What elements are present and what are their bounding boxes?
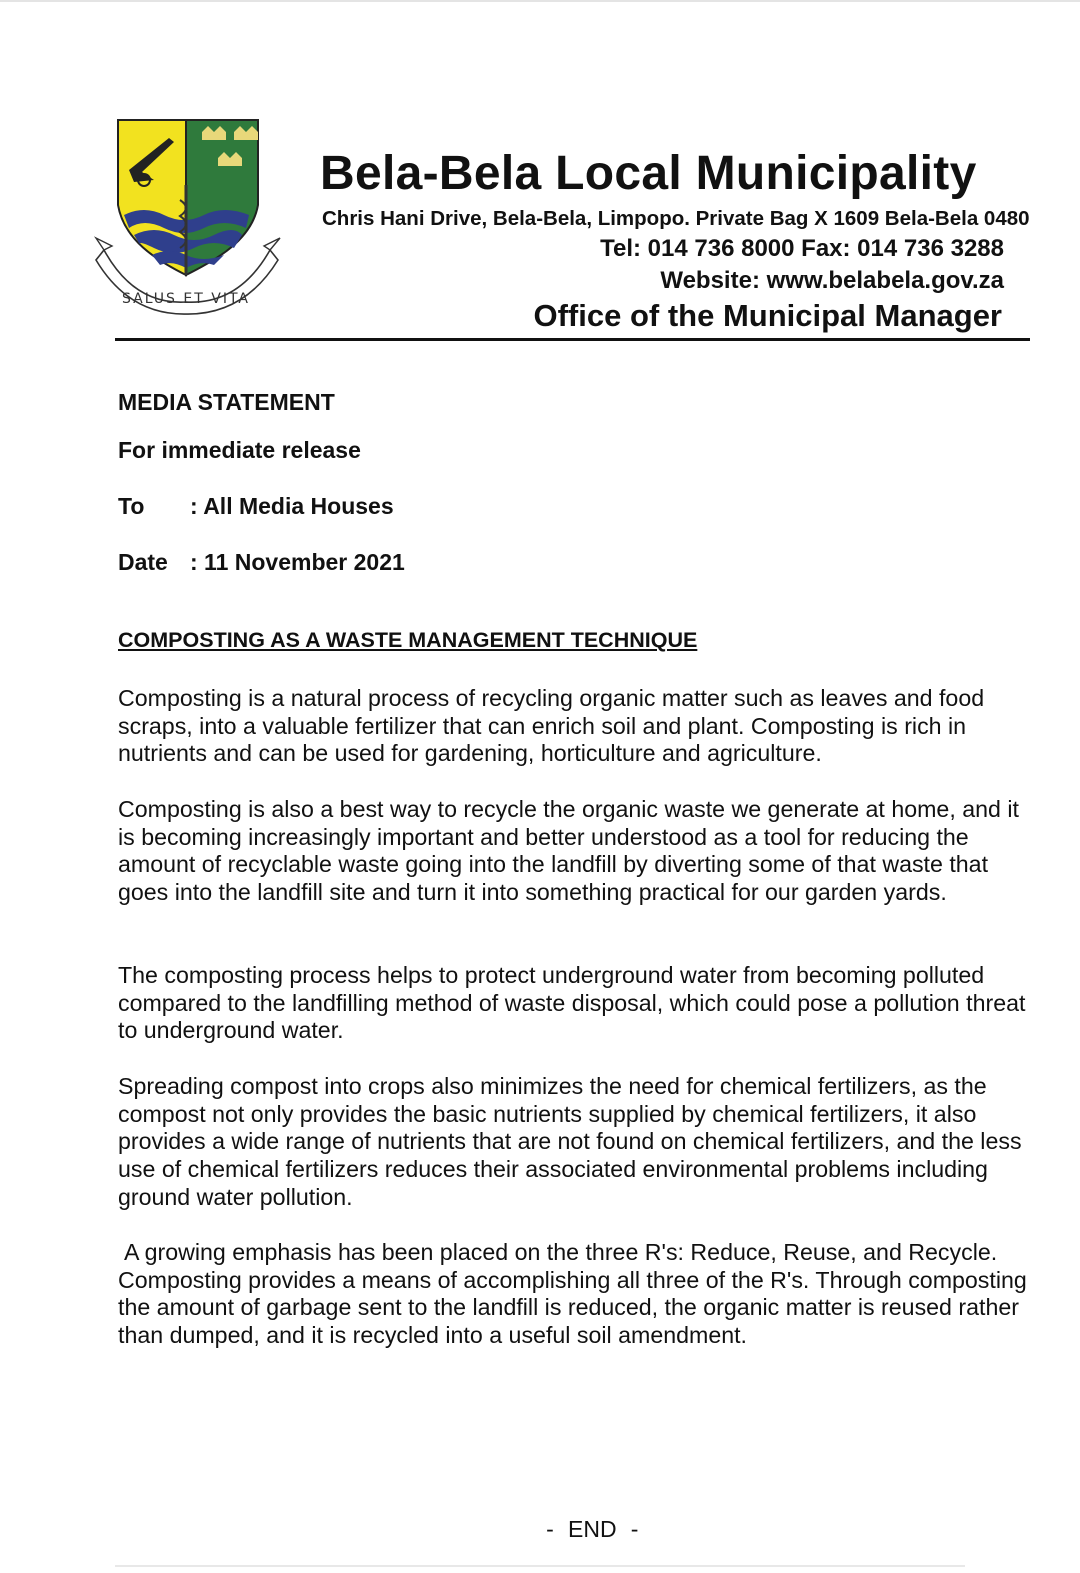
organization-name: Bela-Bela Local Municipality [320,147,977,200]
body-paragraph: Composting is a natural process of recycling organic matter such as leaves and food scraps, into a valuable fertilizer that can enrich soil and plant. Composting is rich in nutrients and can be used for gardening, horticulture and agriculture. [118,685,985,767]
release-note: For immediate release [118,437,361,463]
page-edge-bottom [115,1565,965,1567]
end-marker [532,1516,653,1543]
phone-fax-line: Tel: 014 736 8000 Fax: 014 736 3288 [600,235,1004,262]
body-paragraph: A growing emphasis has been placed on the three R's: Reduce, Reuse, and Recycle. Composting provides a means of accomplishing all three of the R's. Through composting the amount of garbage sent to the landfill is reduced, the organic matter is reused rather than dumped, and it is recycled into a useful soil amendment. [118,1239,1027,1349]
body-paragraph: Composting is also a best way to recycle the organic waste we generate at home, and it is becoming increasingly important and better understood as a tool for reducing the amount of recyclable waste going into the landfill by diverting some of that waste that goes into the landfill site and turn it into something practical for our garden yards. [118,796,1019,906]
date-label: Date [118,549,168,575]
letterhead-divider [115,338,1030,341]
end-text: END [568,1516,617,1542]
svg-text:SALUS ET VITA: SALUS ET VITA [121,291,251,307]
website-line: Website: www.belabela.gov.za [660,267,1004,294]
statement-type: MEDIA STATEMENT [118,389,335,415]
date-line [118,549,405,576]
date-value: : 11 November 2021 [190,549,405,575]
municipal-crest-logo [74,110,299,315]
end-dash-left: - [546,1516,554,1542]
postal-address: Chris Hani Drive, Bela-Bela, Limpopo. Private Bag X 1609 Bela-Bela 0480 [322,207,1030,230]
recipient-value: : All Media Houses [190,493,394,519]
recipient-label: To [118,493,145,519]
end-dash-right: - [630,1516,639,1542]
body-paragraph: Spreading compost into crops also minimizes the need for chemical fertilizers, as the compost not only provides the basic nutrients supplied by chemical fertilizers, it also provides a wide range of nutrients that are not found on chemical fertilizers, and the less use of chemical fertilizers reduces their associated environmental problems including ground water pollution. [118,1073,1022,1210]
office-title: Office of the Municipal Manager [533,298,1002,333]
statement-heading: COMPOSTING AS A WASTE MANAGEMENT TECHNIQUE [118,628,698,652]
body-paragraph: The composting process helps to protect underground water from becoming polluted compared to the landfilling method of waste disposal, which could pose a pollution threat to underground water. [118,962,1026,1044]
page-edge-top [0,0,1080,2]
recipient-line [118,493,394,520]
